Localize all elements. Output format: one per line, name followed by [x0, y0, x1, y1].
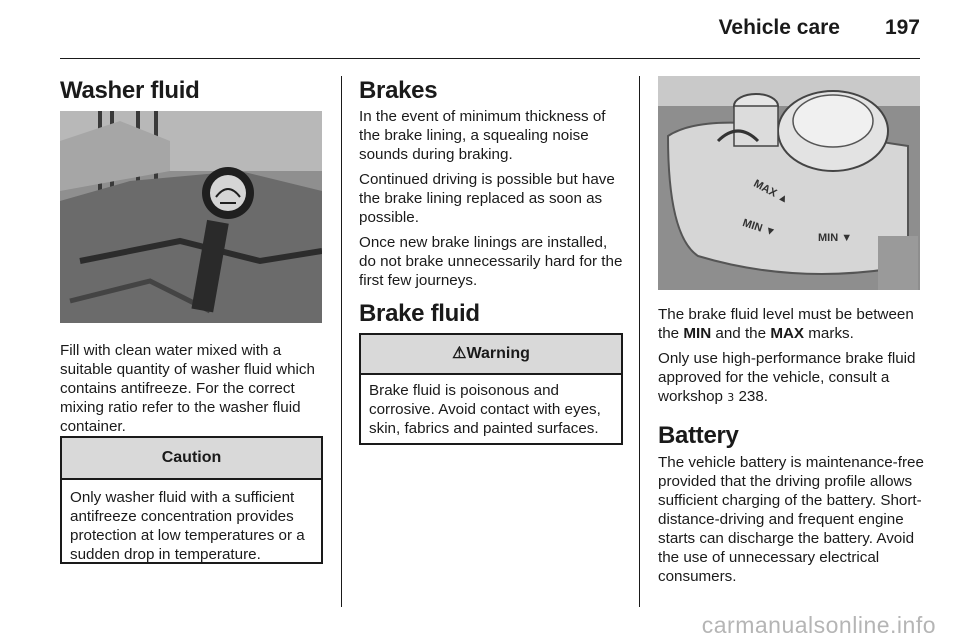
- washer-fluid-text: [60, 341, 328, 442]
- battery-paragraph: The vehicle battery is maintenance-free provided that the driving profile allows sufficient charging of the battery. Short-distance-driving and frequent engine starts can discharge the battery. Avoid the use of unnecessary electrical consumers.: [658, 454, 924, 585]
- battery-text: [658, 453, 924, 592]
- washer-fluid-photo: [60, 111, 322, 323]
- section-heading-battery: Battery: [658, 422, 739, 449]
- column-divider-1: [341, 76, 342, 607]
- column-divider-2: [639, 76, 640, 607]
- brakes-paragraph-2: Continued driving is possible but have the brake lining replaced as soon as possible.: [359, 171, 615, 226]
- brakes-paragraph-3: Once new brake linings are installed, do not brake unnecessarily hard for the first few journeys.: [359, 234, 623, 289]
- min-mark-label-1: MIN ▼: [740, 217, 778, 239]
- brake-fluid-type-paragraph: [658, 349, 926, 407]
- page-number: 197: [884, 16, 920, 39]
- max-mark-text: MAX: [770, 325, 805, 342]
- brake-fluid-level-paragraph: [658, 305, 926, 343]
- warning-triangle-icon: ⚠: [452, 345, 467, 362]
- page-reference: 238.: [734, 388, 769, 405]
- caution-box: [60, 436, 323, 564]
- brake-reservoir-illustration: [658, 76, 920, 290]
- warning-text: Brake fluid is poisonous and corrosive. Avoid contact with eyes, skin, fabrics and painted surfaces.: [369, 382, 601, 437]
- brake-fluid-text: [658, 305, 926, 413]
- warning-title: Warning: [466, 345, 530, 362]
- text-run: and the: [711, 325, 771, 342]
- text-run: The brake fluid level must be between the: [658, 306, 914, 342]
- page-reference-arrow-icon: 3: [727, 391, 735, 404]
- subheading-brake-fluid: Brake fluid: [359, 300, 480, 327]
- brake-fluid-reservoir-photo: [658, 76, 920, 290]
- min-mark-label-2: MIN ▼: [818, 232, 853, 244]
- washer-fluid-illustration: [60, 111, 322, 323]
- text-run: marks.: [804, 325, 854, 342]
- running-header-title: Vehicle care: [718, 16, 840, 39]
- section-heading-brakes: Brakes: [359, 77, 438, 104]
- caution-title: Caution: [62, 438, 321, 480]
- text-run: Only use high-performance brake fluid approved for the vehicle, consult a workshop: [658, 350, 916, 405]
- washer-fluid-paragraph: Fill with clean water mixed with a suitable quantity of washer fluid which contains antifreeze. For the correct mixing ratio refer to the washer fluid container.: [60, 342, 315, 435]
- header-rule: [60, 58, 920, 59]
- watermark: carmanualsonline.info: [701, 612, 936, 638]
- brakes-text: [359, 107, 625, 296]
- max-mark-label: MAX ▲: [751, 177, 791, 207]
- brakes-paragraph-1: In the event of minimum thickness of the brake lining, a squealing noise sounds during braking.: [359, 108, 606, 163]
- min-mark-text: MIN: [683, 325, 712, 342]
- warning-header: [361, 335, 621, 375]
- section-heading-washer-fluid: Washer fluid: [60, 77, 200, 104]
- warning-box: [359, 333, 623, 445]
- caution-text: Only washer fluid with a sufficient antifreeze concentration provides protection at low temperatures or a sudden drop in temperature.: [70, 489, 305, 563]
